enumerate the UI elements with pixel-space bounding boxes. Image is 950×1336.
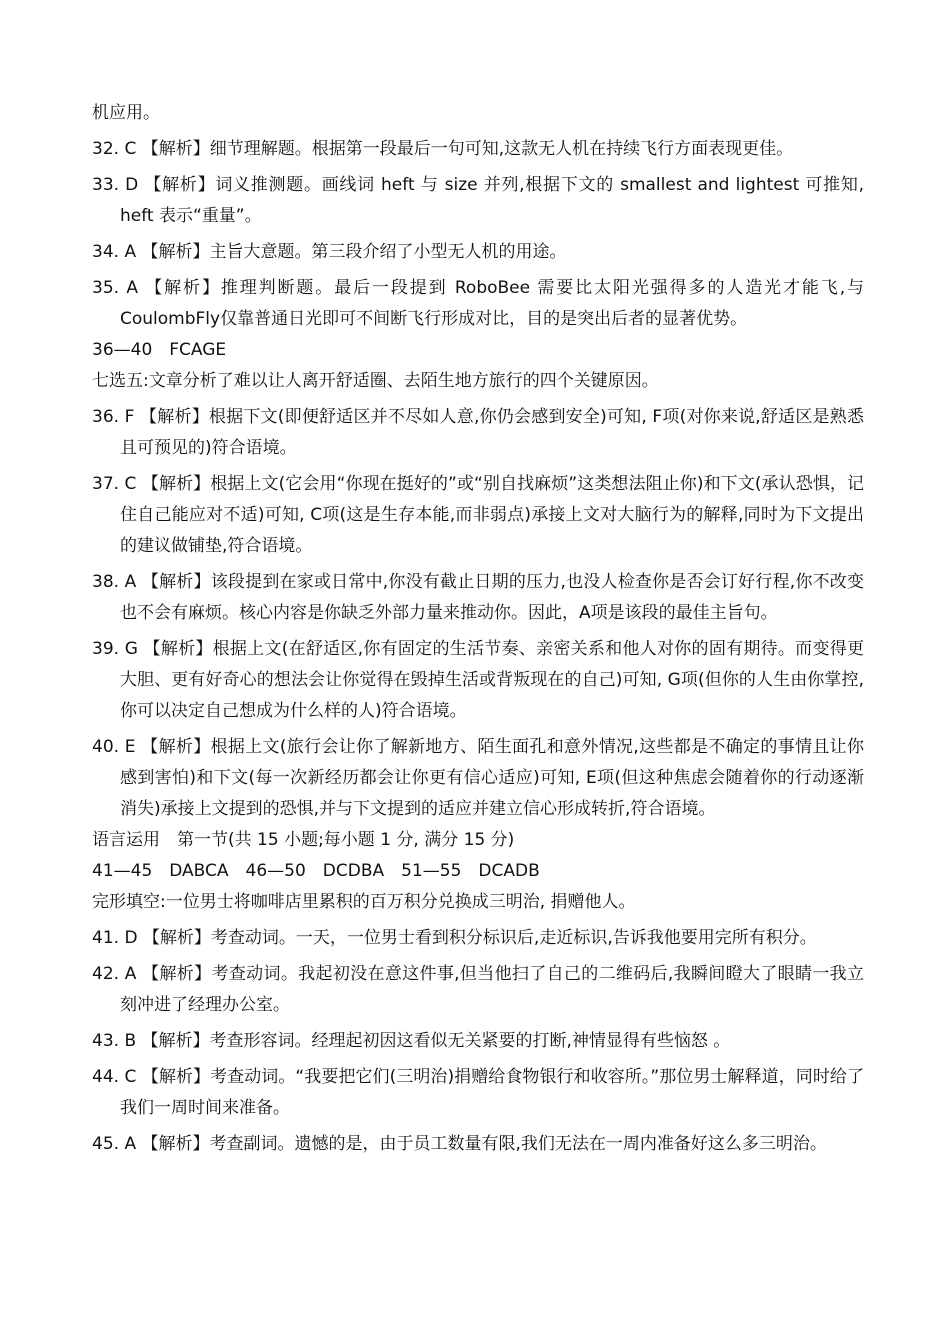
answer-item-33: 33. D 【解析】词义推测题。画线词 heft 与 size 并列,根据下文的 smallest and lightest 可推知, heft 表示“重量”。	[92, 175, 864, 226]
answer-key-36-40: 36—40 FCAGE	[92, 340, 227, 360]
answer-item-39: 39. G 【解析】根据上文(在舒适区,你有固定的生活节奏、亲密关系和他人对你的固有期待。而变得更大胆、更有好奇心的想法会让你觉得在毁掉生活或背叛现在的自己)可知, G项(但你的人生由你掌控,你可以决定自己想成为什么样的人)符合语境。	[92, 639, 864, 721]
answer-item-35: 35. A 【解析】推理判断题。最后一段提到 RoboBee 需要比太阳光强得多的人造光才能飞,与CoulombFly仅靠普通日光即可不间断飞行形成对比，目的是突出后者的显著优势。	[92, 278, 864, 329]
answer-key-41-55: 41—45 DABCA 46—50 DCDBA 51—55 DCADB	[92, 861, 540, 881]
section-summary-cloze: 完形填空:一位男士将咖啡店里累积的百万积分兑换成三明治, 捐赠他人。	[92, 892, 636, 912]
answer-item-44: 44. C 【解析】考查动词。“我要把它们(三明治)捐赠给食物银行和收容所。”那位男士解释道，同时给了我们一周时间来准备。	[92, 1067, 864, 1118]
text-line: 机应用。	[92, 103, 160, 123]
answer-item-38: 38. A 【解析】该段提到在家或日常中,你没有截止日期的压力,也没人检查你是否会订好行程,你不改变也不会有麻烦。核心内容是你缺乏外部力量来推动你。因此，A项是该段的最佳主旨句。	[92, 572, 864, 623]
answer-item-40: 40. E 【解析】根据上文(旅行会让你了解新地方、陌生面孔和意外情况,这些都是不确定的事情且让你感到害怕)和下文(每一次新经历都会让你更有信心适应)可知, E项(但这种焦虑会随着你的行动逐渐消失)承接上文提到的恐惧,并与下文提到的适应并建立信心形成转折,符合语境。	[92, 737, 864, 819]
answer-item-34: 34. A 【解析】主旨大意题。第三段介绍了小型无人机的用途。	[92, 242, 567, 262]
answer-item-37: 37. C 【解析】根据上文(它会用“你现在挺好的”或“别自找麻烦”这类想法阻止你)和下文(承认恐惧，记住自己能应对不适)可知, C项(这是生存本能,而非弱点)承接上文对大脑行为的解释,同时为下文提出的建议做铺垫,符合语境。	[92, 474, 864, 556]
answer-item-43: 43. B 【解析】考查形容词。经理起初因这看似无关紧要的打断,神情显得有些恼怒 。	[92, 1031, 731, 1051]
answer-explanation-page	[92, 98, 864, 1160]
answer-item-32: 32. C 【解析】细节理解题。根据第一段最后一句可知,这款无人机在持续飞行方面表现更佳。	[92, 139, 794, 159]
section-heading-language-use: 语言运用 第一节(共 15 小题;每小题 1 分, 满分 15 分)	[92, 830, 515, 850]
answer-item-41: 41. D 【解析】考查动词。一天，一位男士看到积分标识后,走近标识,告诉我他要用完所有积分。	[92, 928, 817, 948]
answer-item-42: 42. A 【解析】考查动词。我起初没在意这件事,但当他扫了自己的二维码后,我瞬间瞪大了眼睛一我立刻冲进了经理办公室。	[92, 964, 864, 1015]
answer-item-36: 36. F 【解析】根据下文(即便舒适区并不尽如人意,你仍会感到安全)可知, F项(对你来说,舒适区是熟悉且可预见的)符合语境。	[92, 407, 864, 458]
section-summary-seven-choose-five: 七选五:文章分析了难以让人离开舒适圈、去陌生地方旅行的四个关键原因。	[92, 371, 659, 391]
answer-item-45: 45. A 【解析】考查副词。遗憾的是，由于员工数量有限,我们无法在一周内准备好这么多三明治。	[92, 1134, 827, 1154]
